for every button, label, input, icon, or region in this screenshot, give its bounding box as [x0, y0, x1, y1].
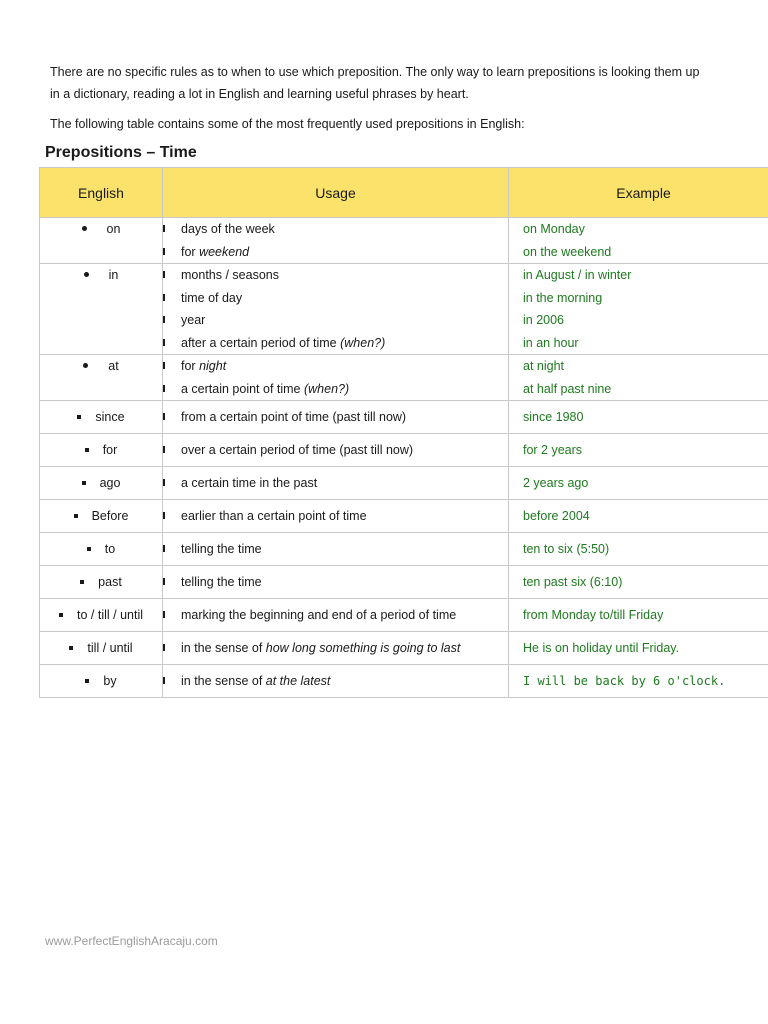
table-row — [40, 665, 768, 698]
english-cell — [40, 665, 163, 698]
usage-cell — [163, 355, 509, 401]
english-cell — [40, 218, 163, 264]
usage-line — [181, 434, 508, 466]
preposition-label: since — [95, 410, 125, 424]
usage-italic-text: night — [199, 359, 227, 373]
table-row — [40, 401, 768, 434]
example-text: before 2004 — [523, 509, 590, 523]
usage-line — [181, 287, 508, 310]
usage-text: marking the beginning and end of a period of time — [181, 608, 457, 622]
example-text: I will be back by 6 o'clock. — [523, 674, 726, 688]
example-cell — [509, 632, 768, 665]
round-bullet-icon — [82, 226, 87, 231]
usage-text: a certain point of time — [181, 381, 304, 396]
usage-text: for — [181, 244, 200, 259]
square-bullet-icon — [80, 580, 84, 584]
square-bullet-icon — [77, 415, 81, 419]
usage-cell — [163, 467, 509, 500]
usage-italic-text: how long something is going to last — [265, 641, 461, 655]
usage-text: over a certain period of time (past till now) — [181, 443, 414, 457]
table-row — [40, 599, 768, 632]
table-row — [40, 632, 768, 665]
usage-line — [181, 332, 508, 355]
preposition-label: on — [106, 222, 121, 236]
example-text: on the weekend — [523, 244, 612, 259]
usage-text: earlier than a certain point of time — [181, 509, 367, 523]
english-cell — [40, 566, 163, 599]
example-text: ten to six (5:50) — [523, 542, 610, 556]
section-title: Prepositions – Time — [45, 144, 197, 161]
usage-text: from a certain point of time (past till now) — [181, 410, 407, 424]
preposition-label: by — [103, 674, 117, 688]
table-row — [40, 566, 768, 599]
example-cell — [509, 467, 768, 500]
preposition-label: to / till / until — [77, 608, 143, 622]
preposition-label: at — [108, 359, 119, 373]
table-row — [40, 264, 768, 355]
example-cell — [509, 401, 768, 434]
usage-italic-text: weekend — [199, 244, 250, 259]
example-text: for 2 years — [523, 443, 583, 457]
square-bullet-icon — [85, 679, 89, 683]
usage-cell — [163, 264, 509, 355]
usage-line — [181, 218, 508, 241]
round-bullet-icon — [83, 363, 88, 368]
example-cell — [509, 599, 768, 632]
english-cell — [40, 264, 163, 355]
table-body — [40, 218, 768, 698]
example-cell — [509, 264, 768, 355]
table-row — [40, 467, 768, 500]
intro-paragraph: There are no specific rules as to when to use which preposition. The only way to learn prepositions is looking them up in a dictionary, reading a lot in English and learning useful phrases by heart. — [50, 65, 700, 101]
usage-line — [181, 632, 508, 664]
column-header-example: Example — [509, 168, 768, 218]
example-text: 2 years ago — [523, 476, 589, 490]
example-cell — [509, 566, 768, 599]
usage-cell — [163, 632, 509, 665]
english-cell — [40, 533, 163, 566]
square-bullet-icon — [74, 514, 78, 518]
preposition-label: to — [104, 542, 116, 556]
usage-text: a certain time in the past — [181, 476, 318, 490]
usage-line — [181, 378, 508, 401]
usage-text: time of day — [181, 290, 243, 305]
table-header-row — [40, 168, 768, 218]
usage-text: in the sense of — [181, 674, 266, 688]
english-cell — [40, 434, 163, 467]
intro-paragraph-2: The following table contains some of the most frequently used prepositions in English: — [50, 117, 525, 131]
square-bullet-icon — [85, 448, 89, 452]
usage-cell — [163, 533, 509, 566]
example-text: in an hour — [523, 335, 579, 350]
usage-text: after a certain period of time — [181, 335, 341, 350]
square-bullet-icon — [69, 646, 73, 650]
example-text: on Monday — [523, 222, 585, 236]
preposition-label: for — [102, 443, 118, 457]
square-bullet-icon — [87, 547, 91, 551]
example-cell — [509, 434, 768, 467]
usage-line — [181, 665, 508, 697]
usage-cell — [163, 218, 509, 264]
usage-line — [181, 264, 508, 287]
example-cell — [509, 665, 768, 698]
usage-italic-text: (when?) — [303, 381, 350, 396]
preposition-label: Before — [91, 509, 129, 523]
table-row — [40, 434, 768, 467]
column-header-english: English — [40, 168, 163, 218]
english-cell — [40, 599, 163, 632]
usage-cell — [163, 401, 509, 434]
usage-line — [181, 566, 508, 598]
usage-line — [181, 533, 508, 565]
usage-text: months / seasons — [181, 268, 279, 282]
preposition-label: in — [108, 268, 119, 282]
usage-cell — [163, 665, 509, 698]
usage-cell — [163, 566, 509, 599]
usage-cell — [163, 599, 509, 632]
usage-text: telling the time — [181, 575, 262, 589]
prepositions-table — [39, 167, 768, 698]
round-bullet-icon — [84, 272, 89, 277]
english-cell — [40, 500, 163, 533]
english-cell — [40, 467, 163, 500]
example-text: in the morning — [523, 290, 603, 305]
usage-line — [181, 467, 508, 499]
preposition-label: past — [98, 575, 122, 589]
table-row — [40, 533, 768, 566]
example-text: He is on holiday until Friday. — [523, 641, 680, 655]
usage-line — [181, 599, 508, 631]
usage-line — [181, 355, 508, 378]
usage-text: for — [181, 359, 200, 373]
example-cell — [509, 218, 768, 264]
preposition-label: till / until — [87, 641, 133, 655]
example-text: ten past six (6:10) — [523, 575, 623, 589]
example-text: in 2006 — [523, 313, 565, 327]
usage-line — [181, 241, 508, 264]
usage-line — [181, 500, 508, 532]
column-header-usage: Usage — [163, 168, 509, 218]
english-cell — [40, 355, 163, 401]
example-text: since 1980 — [523, 410, 584, 424]
example-cell — [509, 533, 768, 566]
usage-text: year — [181, 313, 206, 327]
example-text: from Monday to/till Friday — [523, 608, 664, 622]
usage-italic-text: at the latest — [265, 674, 331, 688]
usage-text: telling the time — [181, 542, 262, 556]
example-text: at half past nine — [523, 381, 612, 396]
table-row — [40, 355, 768, 401]
table-row — [40, 500, 768, 533]
usage-cell — [163, 434, 509, 467]
usage-text: in the sense of — [181, 641, 266, 655]
usage-italic-text: (when?) — [340, 335, 386, 350]
square-bullet-icon — [59, 613, 63, 617]
square-bullet-icon — [82, 481, 86, 485]
preposition-label: ago — [99, 476, 121, 490]
example-cell — [509, 500, 768, 533]
usage-line — [181, 401, 508, 433]
english-cell — [40, 632, 163, 665]
usage-line — [181, 309, 508, 332]
table-row — [40, 218, 768, 264]
footer-website: www.PerfectEnglishAracaju.com — [45, 934, 218, 948]
english-cell — [40, 401, 163, 434]
usage-cell — [163, 500, 509, 533]
example-text: at night — [523, 359, 565, 373]
usage-text: days of the week — [181, 222, 275, 236]
example-cell — [509, 355, 768, 401]
example-text: in August / in winter — [523, 268, 632, 282]
